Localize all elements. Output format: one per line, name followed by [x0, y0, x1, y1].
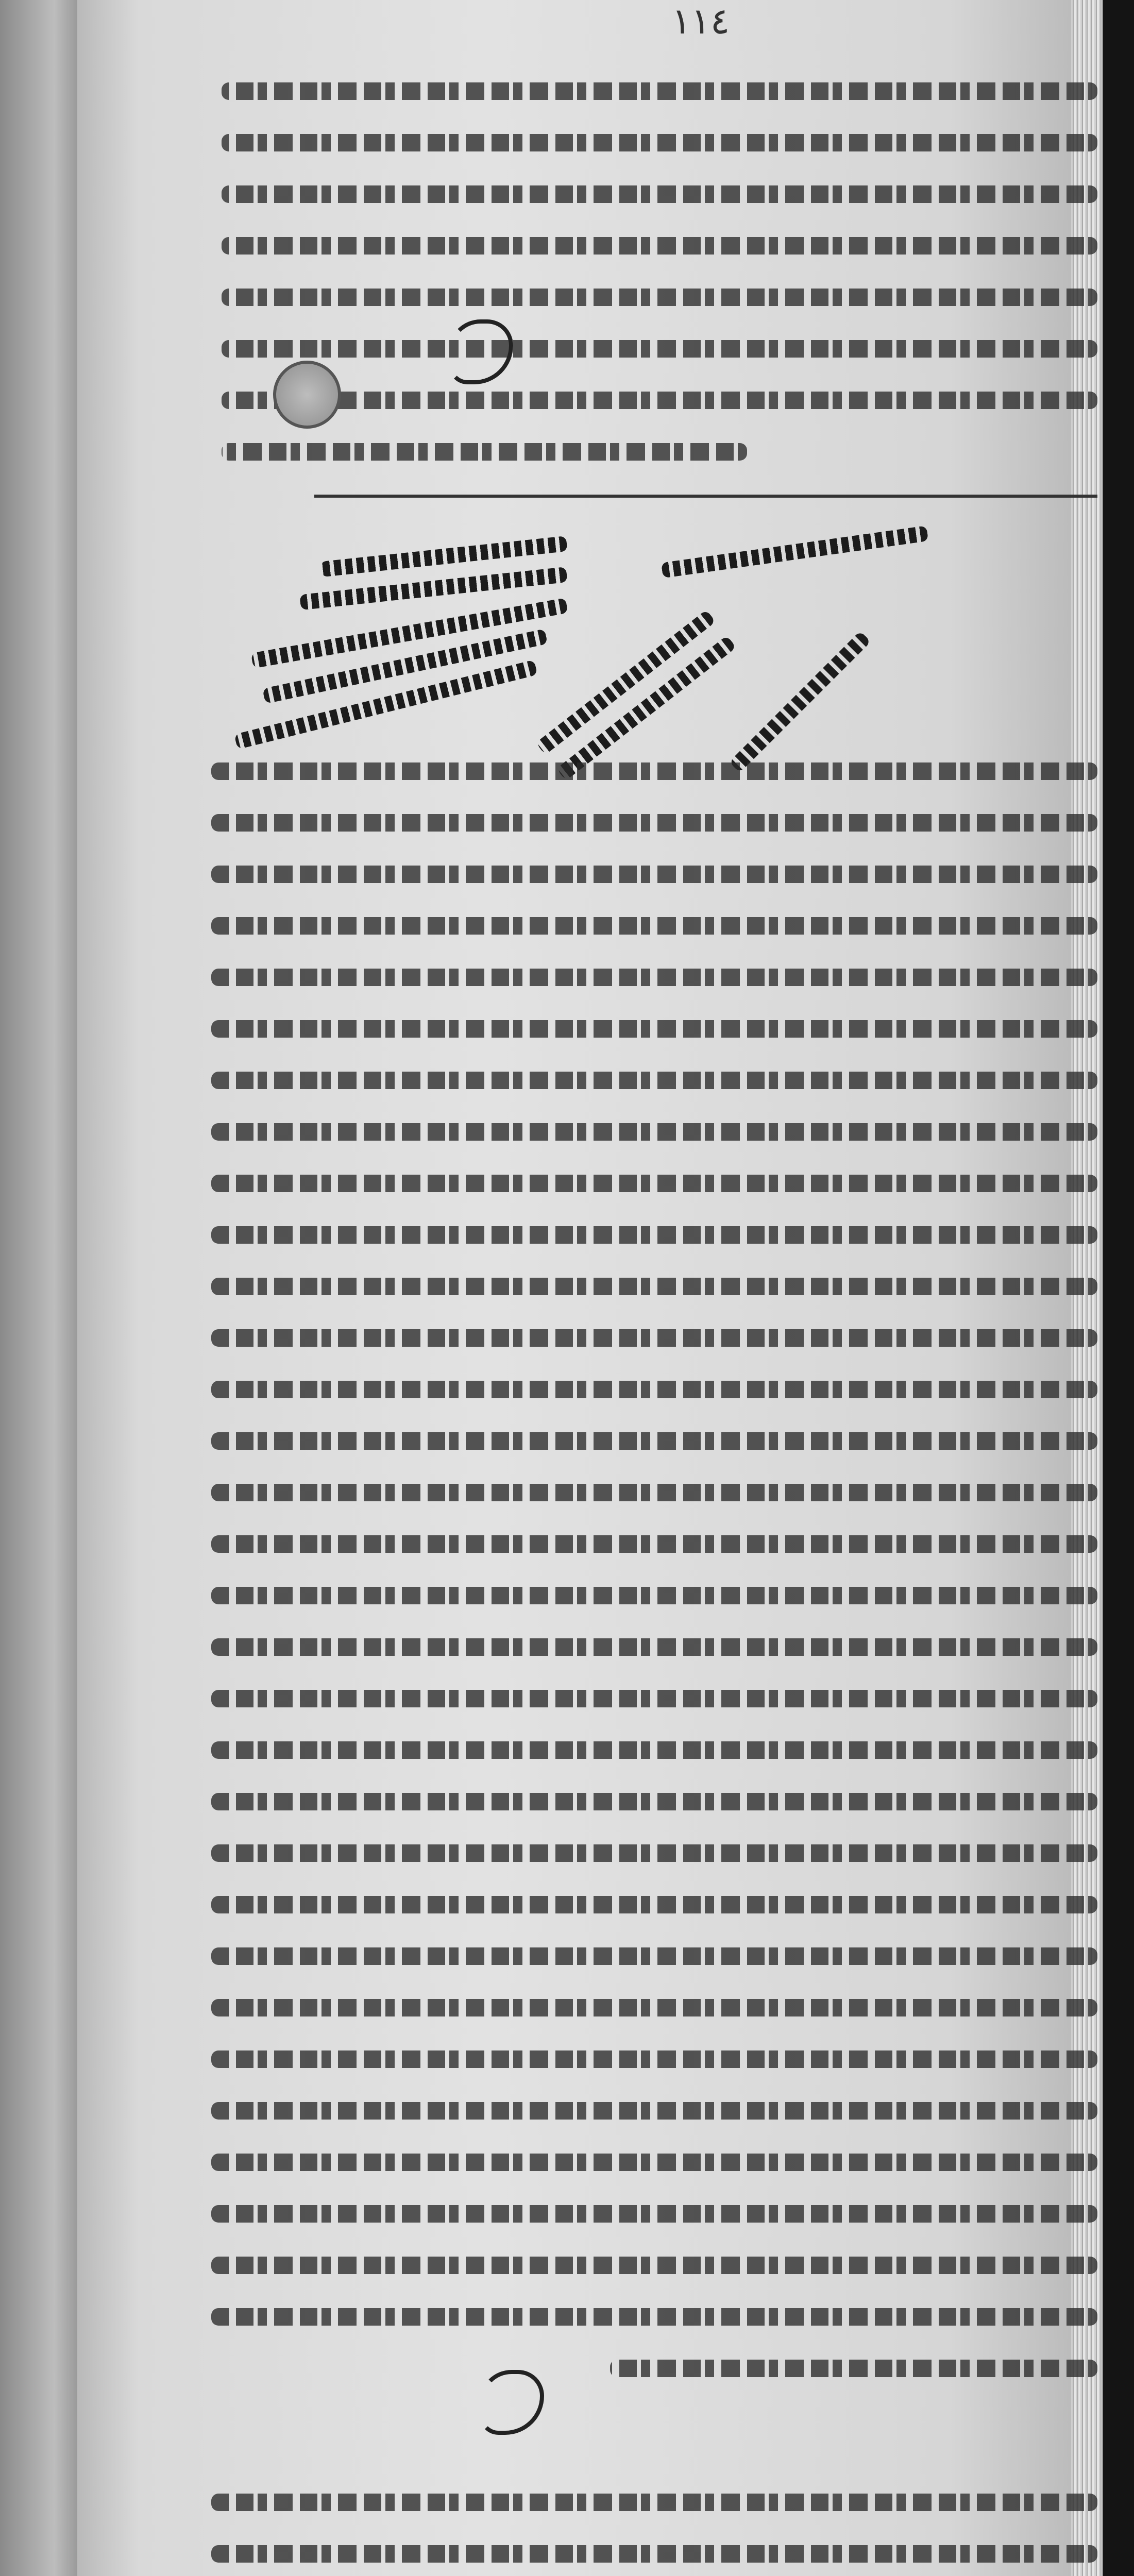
text-line	[211, 1309, 1097, 1360]
text-line	[222, 216, 1097, 268]
text-line	[610, 2339, 1097, 2391]
text-line	[211, 845, 1097, 896]
text-line	[222, 165, 1097, 216]
signature-flourish-icon	[479, 2370, 544, 2435]
text-line	[211, 1927, 1097, 1978]
text-line	[211, 1721, 1097, 1772]
text-line	[222, 422, 747, 474]
text-line	[211, 1875, 1097, 1927]
text-line	[211, 2081, 1097, 2133]
text-line	[211, 2030, 1097, 2081]
text-line	[211, 793, 1097, 845]
text-line	[211, 999, 1097, 1051]
upper-entry	[222, 62, 1097, 474]
adjacent-page	[0, 0, 77, 2576]
text-line	[211, 1103, 1097, 1154]
text-line	[211, 1463, 1097, 1515]
text-line	[211, 1360, 1097, 1412]
text-line	[211, 2236, 1097, 2287]
text-line	[211, 2184, 1097, 2236]
main-entry	[211, 742, 1097, 2391]
note-line	[661, 526, 928, 578]
marginal-notes	[206, 515, 927, 737]
text-line	[211, 1824, 1097, 1875]
text-line	[211, 1669, 1097, 1721]
text-line	[211, 1257, 1097, 1309]
text-line	[211, 1206, 1097, 1257]
seal-icon	[273, 361, 341, 429]
manuscript-page	[77, 0, 1103, 2576]
text-line	[211, 2473, 1097, 2524]
text-line	[211, 742, 1097, 793]
text-line	[211, 896, 1097, 948]
text-line	[211, 1978, 1097, 2030]
text-line	[211, 1772, 1097, 1824]
text-line	[222, 62, 1097, 113]
text-line	[222, 319, 1097, 371]
text-line	[211, 1412, 1097, 1463]
text-line	[211, 948, 1097, 999]
text-line	[222, 371, 1097, 422]
folio-number: ١١٤	[671, 0, 730, 42]
text-line	[211, 1566, 1097, 1618]
text-line	[211, 2524, 1097, 2576]
text-line	[222, 268, 1097, 319]
text-line	[211, 1618, 1097, 1669]
text-line	[211, 2287, 1097, 2339]
text-line	[211, 1051, 1097, 1103]
text-line	[211, 1515, 1097, 1566]
divider	[314, 495, 1097, 498]
text-line	[222, 113, 1097, 165]
lower-entry	[211, 2473, 1097, 2576]
text-line	[211, 2133, 1097, 2184]
text-line	[211, 1154, 1097, 1206]
